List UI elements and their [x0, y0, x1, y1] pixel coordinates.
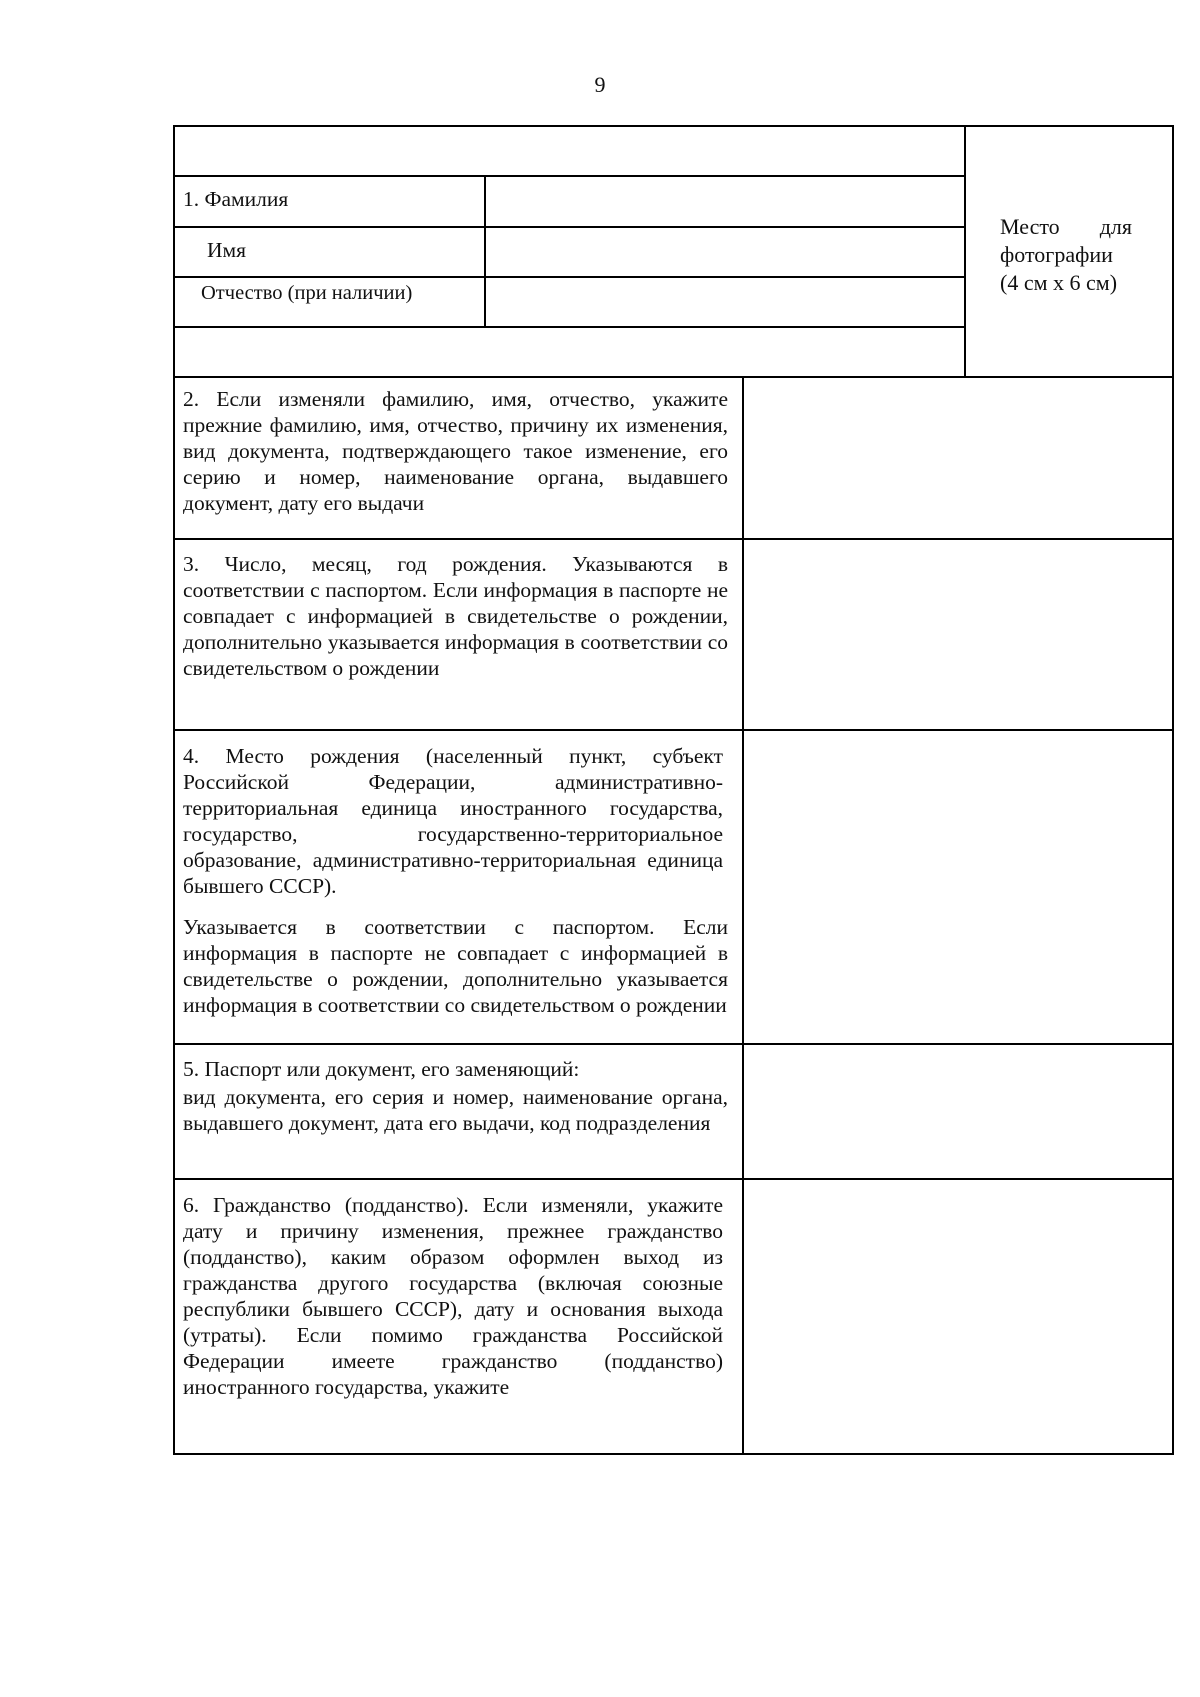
- table-border: [173, 276, 966, 278]
- table-border: [742, 376, 744, 1455]
- answer-field[interactable]: [745, 541, 1171, 728]
- question-label: 6. Гражданство (подданство). Если изменяли, укажите дату и причину изменения, прежнее гражданство (подданство), каким образом оформлен выход из гражданства другого государства (включая союзные республики бывшего СССР), дату и основания выхода (утраты). Если помимо гражданства Российской Федерации имеете гражданство (подданство) иностранного государства, укажите: [183, 1193, 723, 1399]
- answer-field[interactable]: [745, 1046, 1171, 1177]
- page-number: 9: [594, 72, 606, 97]
- photo-placeholder: Место для фотографии (4 см х 6 см): [1000, 214, 1132, 295]
- answer-field[interactable]: [745, 379, 1171, 537]
- surname-label: 1. Фамилия: [183, 187, 289, 211]
- question-note: Указывается в соответствии с паспортом. Если информация в паспорте не совпадает с информацией в свидетельстве о рождении, дополнительно указывается информация в соответствии со свидетельством о рождении: [183, 915, 728, 1017]
- question-label: 5. Паспорт или документ, его заменяющий:: [183, 1057, 580, 1081]
- answer-field[interactable]: [745, 1181, 1171, 1452]
- question-label: 3. Число, месяц, год рождения. Указываются в соответствии с паспортом. Если информация в паспорте не совпадает с информацией в свидетельстве о рождении, дополнительно указывается информация в соответствии со свидетельством о рождении: [183, 552, 728, 680]
- table-border: [173, 326, 966, 328]
- extra-field[interactable]: [176, 329, 963, 375]
- table-border: [173, 125, 175, 1455]
- question-label: 4. Место рождения (населенный пункт, субъект Российской Федерации, административно-территориальная единица иностранного государства, государство, государственно-территориальное образование, административно-территориальная единица бывшего СССР).: [183, 744, 723, 898]
- table-border: [173, 226, 966, 228]
- table-border: [173, 538, 1174, 540]
- table-border: [964, 125, 966, 378]
- name-label: Имя: [207, 238, 247, 262]
- table-border: [173, 1178, 1174, 1180]
- question-note: вид документа, его серия и номер, наименование органа, выдавшего документ, дата его выдачи, код подразделения: [183, 1085, 728, 1135]
- header-field[interactable]: [176, 128, 963, 174]
- table-border: [173, 125, 1174, 127]
- table-border: [173, 376, 1174, 378]
- table-border: [173, 175, 966, 177]
- table-border: [173, 729, 1174, 731]
- surname-field[interactable]: [487, 178, 963, 224]
- table-border: [484, 175, 486, 328]
- table-border: [173, 1043, 1174, 1045]
- name-field[interactable]: [487, 229, 963, 275]
- question-label: 2. Если изменяли фамилию, имя, отчество, укажите прежние фамилию, имя, отчество, причину их изменения, вид документа, подтверждающего такое изменение, его серию и номер, наименование органа, выдавшего документ, дату его выдачи: [183, 387, 728, 515]
- patronymic-label: Отчество (при наличии): [201, 282, 413, 304]
- table-border: [173, 1453, 1174, 1455]
- table-border: [1172, 125, 1174, 1455]
- patronymic-field[interactable]: [487, 279, 963, 325]
- answer-field[interactable]: [745, 732, 1171, 1042]
